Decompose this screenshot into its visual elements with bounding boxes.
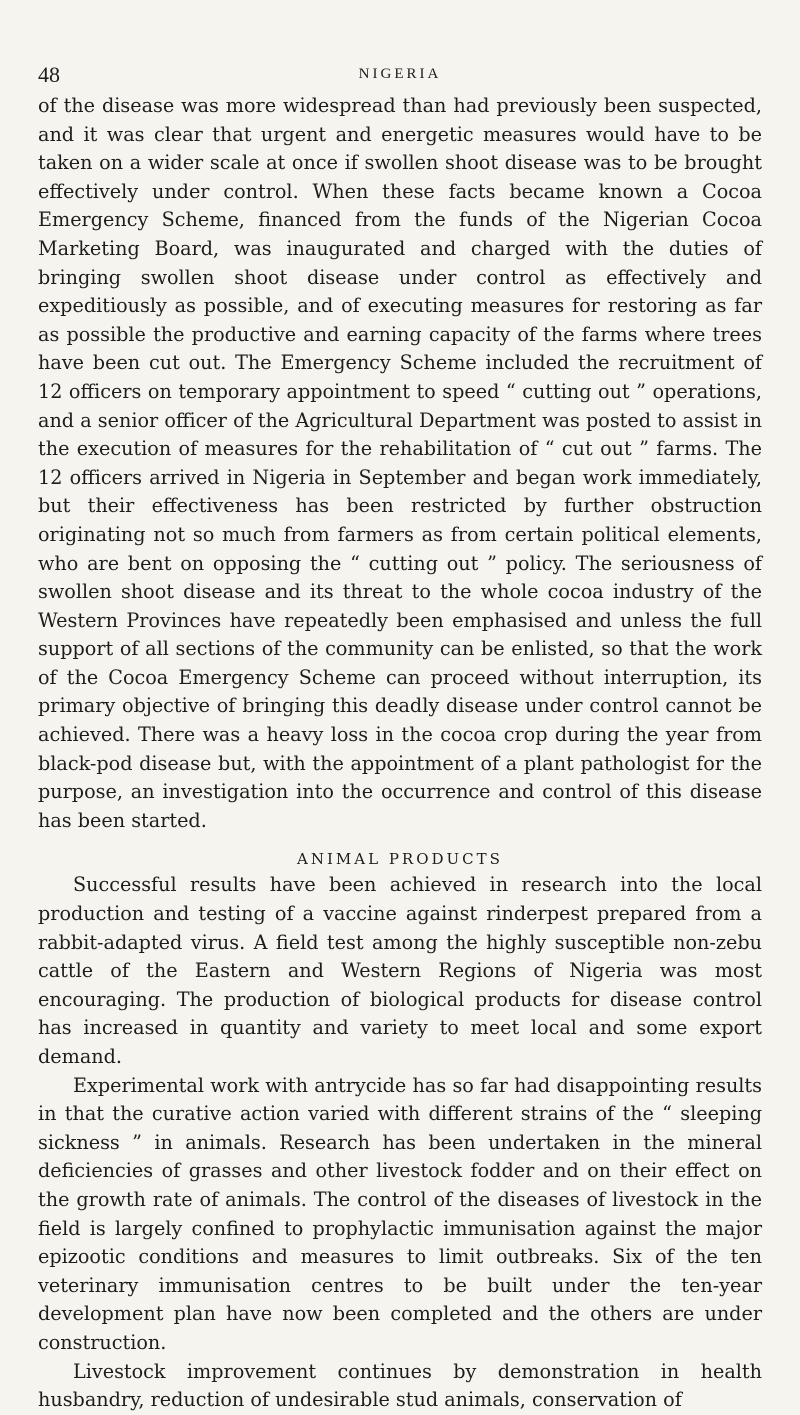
body-paragraph: Successful results have been achieved in research into the local production and testing of a vaccine against rinderpest prepared from a rabbit-adapted virus. A field test among the highly susceptible non-zebu cattle of the Eastern and Western Regions of Nigeria was most encouraging. The production of biological products for disease control has increased in quantity and variety to meet local and some export demand. bbox=[38, 873, 762, 1068]
body-paragraph: Experimental work with antrycide has so far had disappointing results in that the curative action varied with different strains of the “ sleeping sickness ” in animals. Research has been undertaken in the mineral deficiencies of grasses and other livestock fodder and on their effect on the growth rate of animals. The control of the diseases of livestock in the field is largely confined to prophylactic immunisation against the major epizootic conditions and measures to limit outbreaks. Six of the ten veterinary immunisation centres to be built under the ten-year development plan have now been completed and the others are under construction. bbox=[38, 1073, 762, 1354]
document-page bbox=[38, 58, 762, 1415]
page-number: 48 bbox=[38, 62, 60, 87]
section-heading: ANIMAL PRODUCTS bbox=[297, 850, 503, 869]
running-title: NIGERIA bbox=[358, 66, 442, 82]
body-paragraph: Livestock improvement continues by demonstration in health husbandry, reduction of undesirable stud animals, conservation of bbox=[38, 1359, 762, 1412]
running-header bbox=[38, 58, 762, 92]
body-paragraph: of the disease was more widespread than had previously been suspected, and it was clear that urgent and energetic measures would have to be taken on a wider scale at once if swollen shoot disease was to be brought effectively under control. When these facts became known a Cocoa Emergency Scheme, financed from the funds of the Nigerian Cocoa Marketing Board, was inaugurated and charged with the duties of bringing swollen shoot disease under control as effectively and expeditiously as possible, and of executing measures for restoring as far as possible the productive and earning capacity of the farms where trees have been cut out. The Emergency Scheme included the recruitment of 12 officers on temporary appointment to speed “ cutting out ” operations, and a senior officer of the Agricultural Department was posted to assist in the execution of measures for the rehabilitation of “ cut out ” farms. The 12 officers arrived in Nigeria in September and began work immediately, but their effectiveness has been restricted by further obstruction originating not so much from farmers as from certain political elements, who are bent on opposing the “ cutting out ” policy. The seriousness of swollen shoot disease and its threat to the whole cocoa industry of the Western Provinces have repeatedly been emphasised and unless the full support of all sections of the community can be enlisted, so that the work of the Cocoa Emergency Scheme can proceed without interruption, its primary objective of bringing this deadly disease under control cannot be achieved. There was a heavy loss in the cocoa crop during the year from black-pod disease but, with the appointment of a plant pathologist for the purpose, an investigation into the occurrence and control of this disease has been started. bbox=[38, 94, 762, 832]
